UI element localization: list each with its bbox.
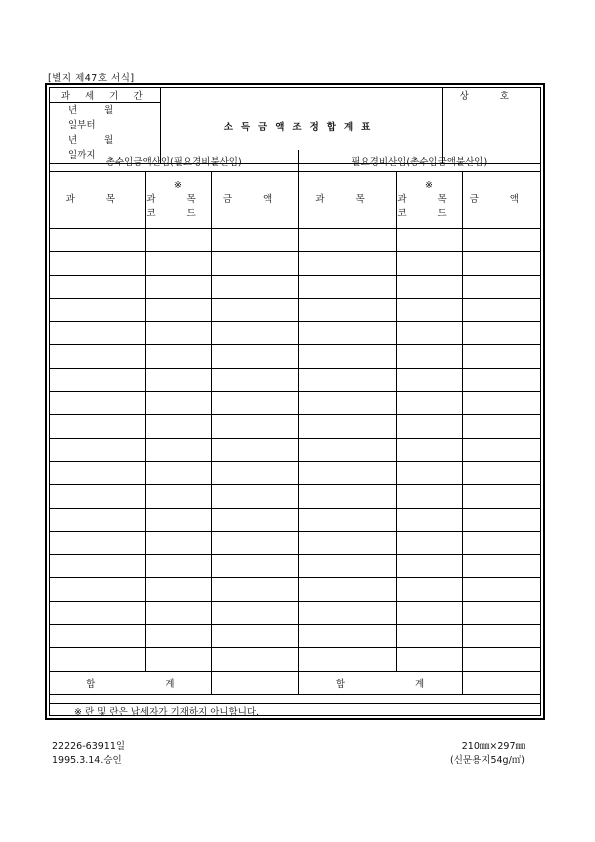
col-code-left: ※ 과 목 코 드: [145, 172, 211, 229]
cell-amount-right[interactable]: [462, 601, 540, 624]
cell-amount-right[interactable]: [462, 461, 540, 484]
cell-subject-right[interactable]: [298, 298, 396, 321]
cell-code-right[interactable]: [396, 345, 462, 368]
cell-subject-left[interactable]: [50, 578, 145, 601]
cell-amount-left[interactable]: [211, 625, 298, 648]
cell-amount-left[interactable]: [211, 392, 298, 415]
cell-code-right[interactable]: [396, 229, 462, 252]
cell-amount-right[interactable]: [462, 229, 540, 252]
cell-subject-left[interactable]: [50, 298, 145, 321]
table-row: [50, 485, 540, 508]
cell-subject-left[interactable]: [50, 252, 145, 275]
cell-amount-right[interactable]: [462, 531, 540, 554]
cell-code-right[interactable]: [396, 298, 462, 321]
table-row: [50, 461, 540, 484]
cell-subject-right[interactable]: [298, 229, 396, 252]
cell-code-left[interactable]: [145, 415, 211, 438]
cell-amount-left[interactable]: [211, 415, 298, 438]
cell-code-left[interactable]: [145, 275, 211, 298]
cell-subject-left[interactable]: [50, 392, 145, 415]
table-row: [50, 345, 540, 368]
paper-spec: (신문용지54g/㎡): [450, 755, 525, 766]
cell-amount-right[interactable]: [462, 648, 540, 671]
cell-code-right[interactable]: [396, 625, 462, 648]
col-amount-right: 금 액: [462, 172, 540, 229]
period-year-2: 년: [68, 135, 78, 146]
cell-amount-right[interactable]: [462, 392, 540, 415]
cell-subject-right[interactable]: [298, 555, 396, 578]
cell-code-right[interactable]: [396, 322, 462, 345]
cell-amount-left[interactable]: [211, 275, 298, 298]
data-rows: [50, 229, 540, 672]
table-row: [50, 322, 540, 345]
cell-subject-right[interactable]: [298, 322, 396, 345]
period-month-1: 월: [104, 105, 114, 116]
period-day-1: 일부터: [68, 120, 96, 131]
cell-amount-right[interactable]: [462, 625, 540, 648]
table-row: [50, 531, 540, 554]
cell-amount-left[interactable]: [211, 578, 298, 601]
cell-code-left[interactable]: [145, 555, 211, 578]
cell-code-left[interactable]: [145, 229, 211, 252]
cell-amount-left[interactable]: [211, 461, 298, 484]
cell-subject-left[interactable]: [50, 322, 145, 345]
form-title: 소득금액조정합계표: [160, 88, 442, 164]
cell-subject-left[interactable]: [50, 555, 145, 578]
cell-amount-left[interactable]: [211, 345, 298, 368]
cell-code-left[interactable]: [145, 461, 211, 484]
table-row: [50, 298, 540, 321]
cell-amount-right[interactable]: [462, 555, 540, 578]
cell-amount-right[interactable]: [462, 345, 540, 368]
cell-code-left[interactable]: [145, 508, 211, 531]
cell-amount-right[interactable]: [462, 252, 540, 275]
cell-code-right[interactable]: [396, 461, 462, 484]
cell-amount-left[interactable]: [211, 601, 298, 624]
cell-subject-right[interactable]: [298, 415, 396, 438]
cell-code-right[interactable]: [396, 485, 462, 508]
cell-subject-left[interactable]: [50, 601, 145, 624]
table-row: [50, 555, 540, 578]
cell-subject-left[interactable]: [50, 648, 145, 671]
footer-left: [52, 740, 125, 768]
cell-subject-left[interactable]: [50, 345, 145, 368]
table-row: [50, 368, 540, 391]
cell-amount-left[interactable]: [211, 508, 298, 531]
cell-amount-left[interactable]: [211, 531, 298, 554]
table-row: [50, 438, 540, 461]
section-left-title: 총수입금액산입(필요경비불산입): [50, 150, 298, 172]
table-row: [50, 625, 540, 648]
cell-subject-right[interactable]: [298, 625, 396, 648]
adjustment-table: [50, 150, 540, 695]
cell-code-right[interactable]: [396, 368, 462, 391]
cell-subject-right[interactable]: [298, 508, 396, 531]
cell-amount-left[interactable]: [211, 252, 298, 275]
cell-amount-left[interactable]: [211, 229, 298, 252]
cell-amount-left[interactable]: [211, 648, 298, 671]
form-frame: [45, 83, 545, 720]
cell-code-left[interactable]: [145, 625, 211, 648]
total-amount-right[interactable]: [462, 671, 540, 694]
cell-amount-right[interactable]: [462, 322, 540, 345]
cell-subject-left[interactable]: [50, 368, 145, 391]
cell-code-right[interactable]: [396, 252, 462, 275]
period-year-1: 년: [68, 105, 78, 116]
cell-subject-left[interactable]: [50, 275, 145, 298]
cell-amount-right[interactable]: [462, 415, 540, 438]
table-row: [50, 508, 540, 531]
cell-subject-left[interactable]: [50, 461, 145, 484]
cell-subject-right[interactable]: [298, 345, 396, 368]
period-month-2: 월: [104, 135, 114, 146]
form-label: [별지 제47호 서식]: [48, 73, 135, 84]
cell-subject-right[interactable]: [298, 392, 396, 415]
cell-subject-right[interactable]: [298, 531, 396, 554]
cell-code-left[interactable]: [145, 485, 211, 508]
cell-amount-left[interactable]: [211, 438, 298, 461]
cell-amount-right[interactable]: [462, 298, 540, 321]
cell-code-right[interactable]: [396, 555, 462, 578]
cell-subject-left[interactable]: [50, 229, 145, 252]
cell-amount-right[interactable]: [462, 578, 540, 601]
col-subject-left: 과 목: [50, 172, 145, 229]
cell-code-right[interactable]: [396, 531, 462, 554]
table-row: [50, 601, 540, 624]
cell-code-left[interactable]: [145, 252, 211, 275]
cell-amount-right[interactable]: [462, 275, 540, 298]
table-row: [50, 415, 540, 438]
cell-code-right[interactable]: [396, 392, 462, 415]
paper-size: 210㎜×297㎜: [461, 741, 525, 752]
footer-right: [450, 740, 525, 768]
cell-code-right[interactable]: [396, 601, 462, 624]
form-number: 22226-63911일: [52, 741, 126, 752]
cell-subject-left[interactable]: [50, 625, 145, 648]
period-day-2: 일까지: [68, 150, 96, 161]
cell-amount-right[interactable]: [462, 508, 540, 531]
cell-subject-left[interactable]: [50, 485, 145, 508]
form-inner: [49, 87, 541, 716]
cell-code-right[interactable]: [396, 578, 462, 601]
cell-subject-right[interactable]: [298, 601, 396, 624]
cell-subject-right[interactable]: [298, 252, 396, 275]
table-row: [50, 392, 540, 415]
cell-subject-left[interactable]: [50, 438, 145, 461]
cell-code-right[interactable]: [396, 508, 462, 531]
cell-subject-right[interactable]: [298, 438, 396, 461]
table-row: [50, 229, 540, 252]
note: ※ 란 및 란은 납세자가 기재하지 아니합니다.: [50, 703, 540, 721]
cell-subject-left[interactable]: [50, 508, 145, 531]
cell-code-left[interactable]: [145, 531, 211, 554]
table-row: [50, 252, 540, 275]
cell-subject-right[interactable]: [298, 461, 396, 484]
table-row: [50, 648, 540, 671]
col-code-right: ※ 과 목 코 드: [396, 172, 462, 229]
cell-code-left[interactable]: [145, 601, 211, 624]
cell-amount-left[interactable]: [211, 555, 298, 578]
cell-code-left[interactable]: [145, 368, 211, 391]
approval-date: 1995.3.14.승인: [52, 755, 122, 766]
cell-code-left[interactable]: [145, 322, 211, 345]
cell-code-left[interactable]: [145, 345, 211, 368]
cell-code-left[interactable]: [145, 438, 211, 461]
section-right-title: 필요경비산입(총수입금액불산입): [298, 150, 540, 172]
cell-amount-right[interactable]: [462, 485, 540, 508]
total-label-left: 합 계: [50, 671, 211, 694]
cell-subject-left[interactable]: [50, 415, 145, 438]
cell-amount-left[interactable]: [211, 368, 298, 391]
cell-code-left[interactable]: [145, 578, 211, 601]
cell-code-right[interactable]: [396, 275, 462, 298]
cell-subject-right[interactable]: [298, 648, 396, 671]
cell-amount-left[interactable]: [211, 322, 298, 345]
period-label: 과 세 기 간: [50, 88, 160, 103]
total-amount-left[interactable]: [211, 671, 298, 694]
cell-subject-right[interactable]: [298, 368, 396, 391]
cell-subject-right[interactable]: [298, 578, 396, 601]
cell-code-left[interactable]: [145, 392, 211, 415]
total-label-right: 합 계: [298, 671, 462, 694]
cell-amount-right[interactable]: [462, 438, 540, 461]
cell-subject-left[interactable]: [50, 531, 145, 554]
cell-code-left[interactable]: [145, 648, 211, 671]
company-label: 상 호: [442, 88, 540, 103]
cell-code-right[interactable]: [396, 648, 462, 671]
cell-amount-left[interactable]: [211, 485, 298, 508]
cell-code-right[interactable]: [396, 415, 462, 438]
table-row: [50, 275, 540, 298]
cell-amount-right[interactable]: [462, 368, 540, 391]
table-row: [50, 578, 540, 601]
col-amount-left: 금 액: [211, 172, 298, 229]
cell-amount-left[interactable]: [211, 298, 298, 321]
cell-subject-right[interactable]: [298, 485, 396, 508]
cell-subject-right[interactable]: [298, 275, 396, 298]
code-mark: ※: [425, 180, 433, 191]
cell-code-right[interactable]: [396, 438, 462, 461]
col-subject-right: 과 목: [298, 172, 396, 229]
code-mark: ※: [174, 180, 182, 191]
cell-code-left[interactable]: [145, 298, 211, 321]
